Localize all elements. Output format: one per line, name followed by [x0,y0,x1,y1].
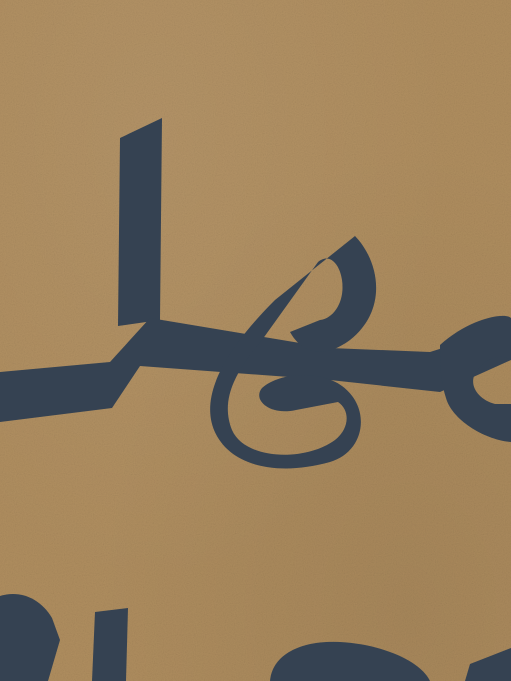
lower-word-lettering [0,594,511,681]
lower-round-letter [270,642,430,681]
lower-vertical-stroke [92,608,128,681]
right-curl [440,316,511,442]
vertical-bar [118,118,162,326]
lower-right-stroke [465,648,511,681]
lower-left-curve [0,594,60,681]
upper-word-lettering [0,118,511,468]
